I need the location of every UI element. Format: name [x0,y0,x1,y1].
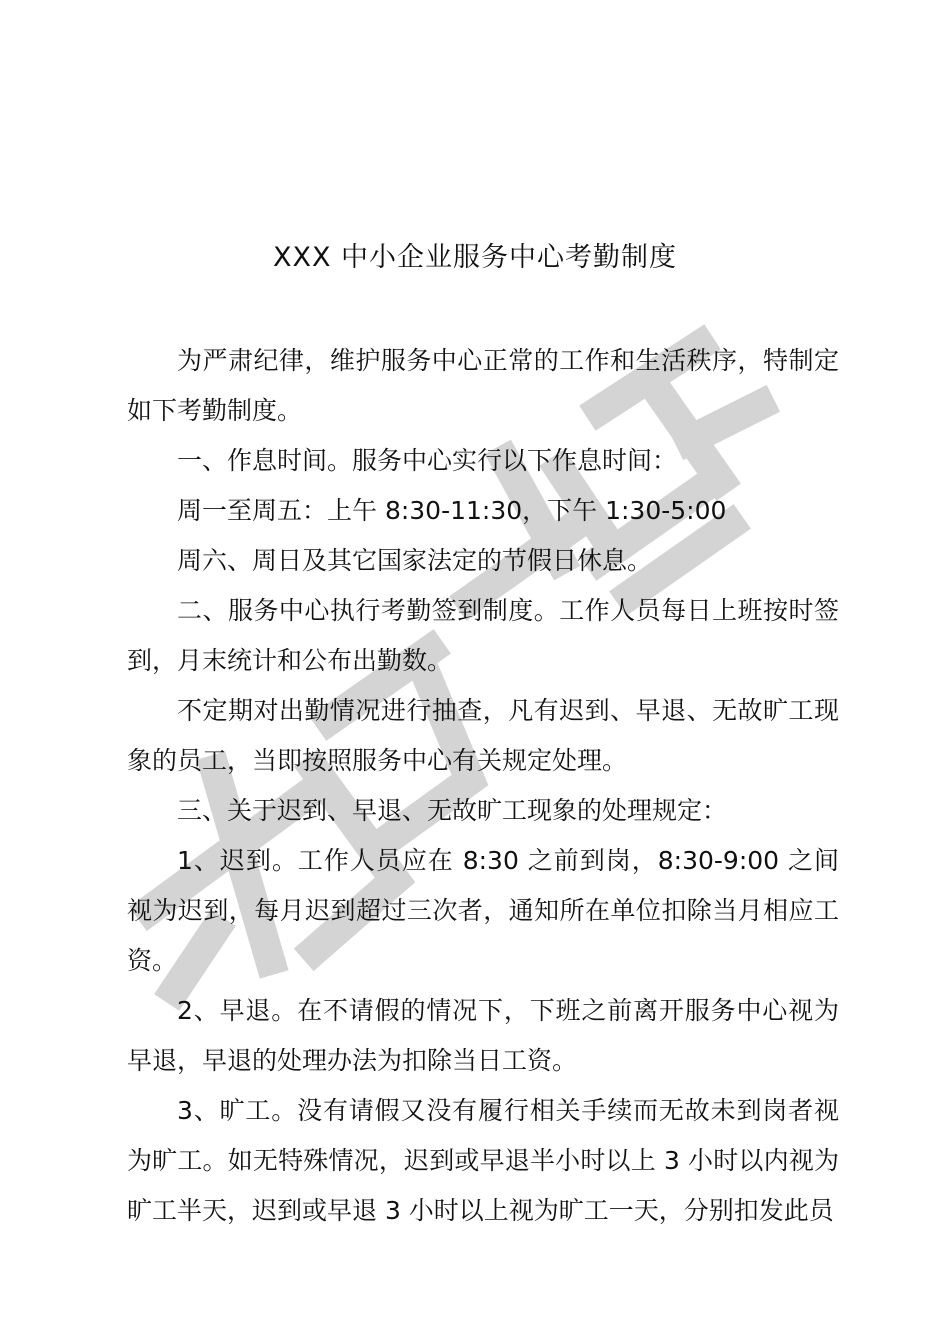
paragraph-weekday-hours: 周一至周五：上午 8:30-11:30，下午 1:30-5:00 [177,496,727,525]
document-title: XXX 中小企业服务中心考勤制度 [272,242,678,273]
paragraph-intro: 为严肃纪律，维护服务中心正常的工作和生活秩序，特制定如下考勤制度。 [127,346,839,425]
paragraph-late: 1、迟到。工作人员应在 8:30 之前到岗，8:30-9:00 之间视为迟到，每月迟到超过三次者，通知所在单位扣除当月相应工资。 [127,846,839,975]
paragraph-early-leave: 2、早退。在不请假的情况下，下班之前离开服务中心视为早退，早退的处理办法为扣除当日工资。 [127,996,839,1075]
paragraph-section-1: 一、作息时间。服务中心实行以下作息时间： [177,446,678,475]
paragraph-section-3: 三、关于迟到、早退、无故旷工现象的处理规定： [177,796,728,825]
paragraph-section-2: 二、服务中心执行考勤签到制度。工作人员每日上班按时签到，月末统计和公布出勤数。 [127,596,839,675]
paragraph-absence: 3、旷工。没有请假又没有履行相关手续而无故未到岗者视为旷工。如无特殊情况，迟到或早退半小时以上 3 小时以内视为旷工半天，迟到或早退 3 小时以上视为旷工一天，分别扣发此员 [127,1096,839,1225]
paragraph-weekend-rest: 周六、周日及其它国家法定的节假日休息。 [177,546,653,575]
document-body [127,336,839,1236]
paragraph-spot-check: 不定期对出勤情况进行抽查，凡有迟到、早退、无故旷工现象的员工，当即按照服务中心有关规定处理。 [127,696,839,775]
